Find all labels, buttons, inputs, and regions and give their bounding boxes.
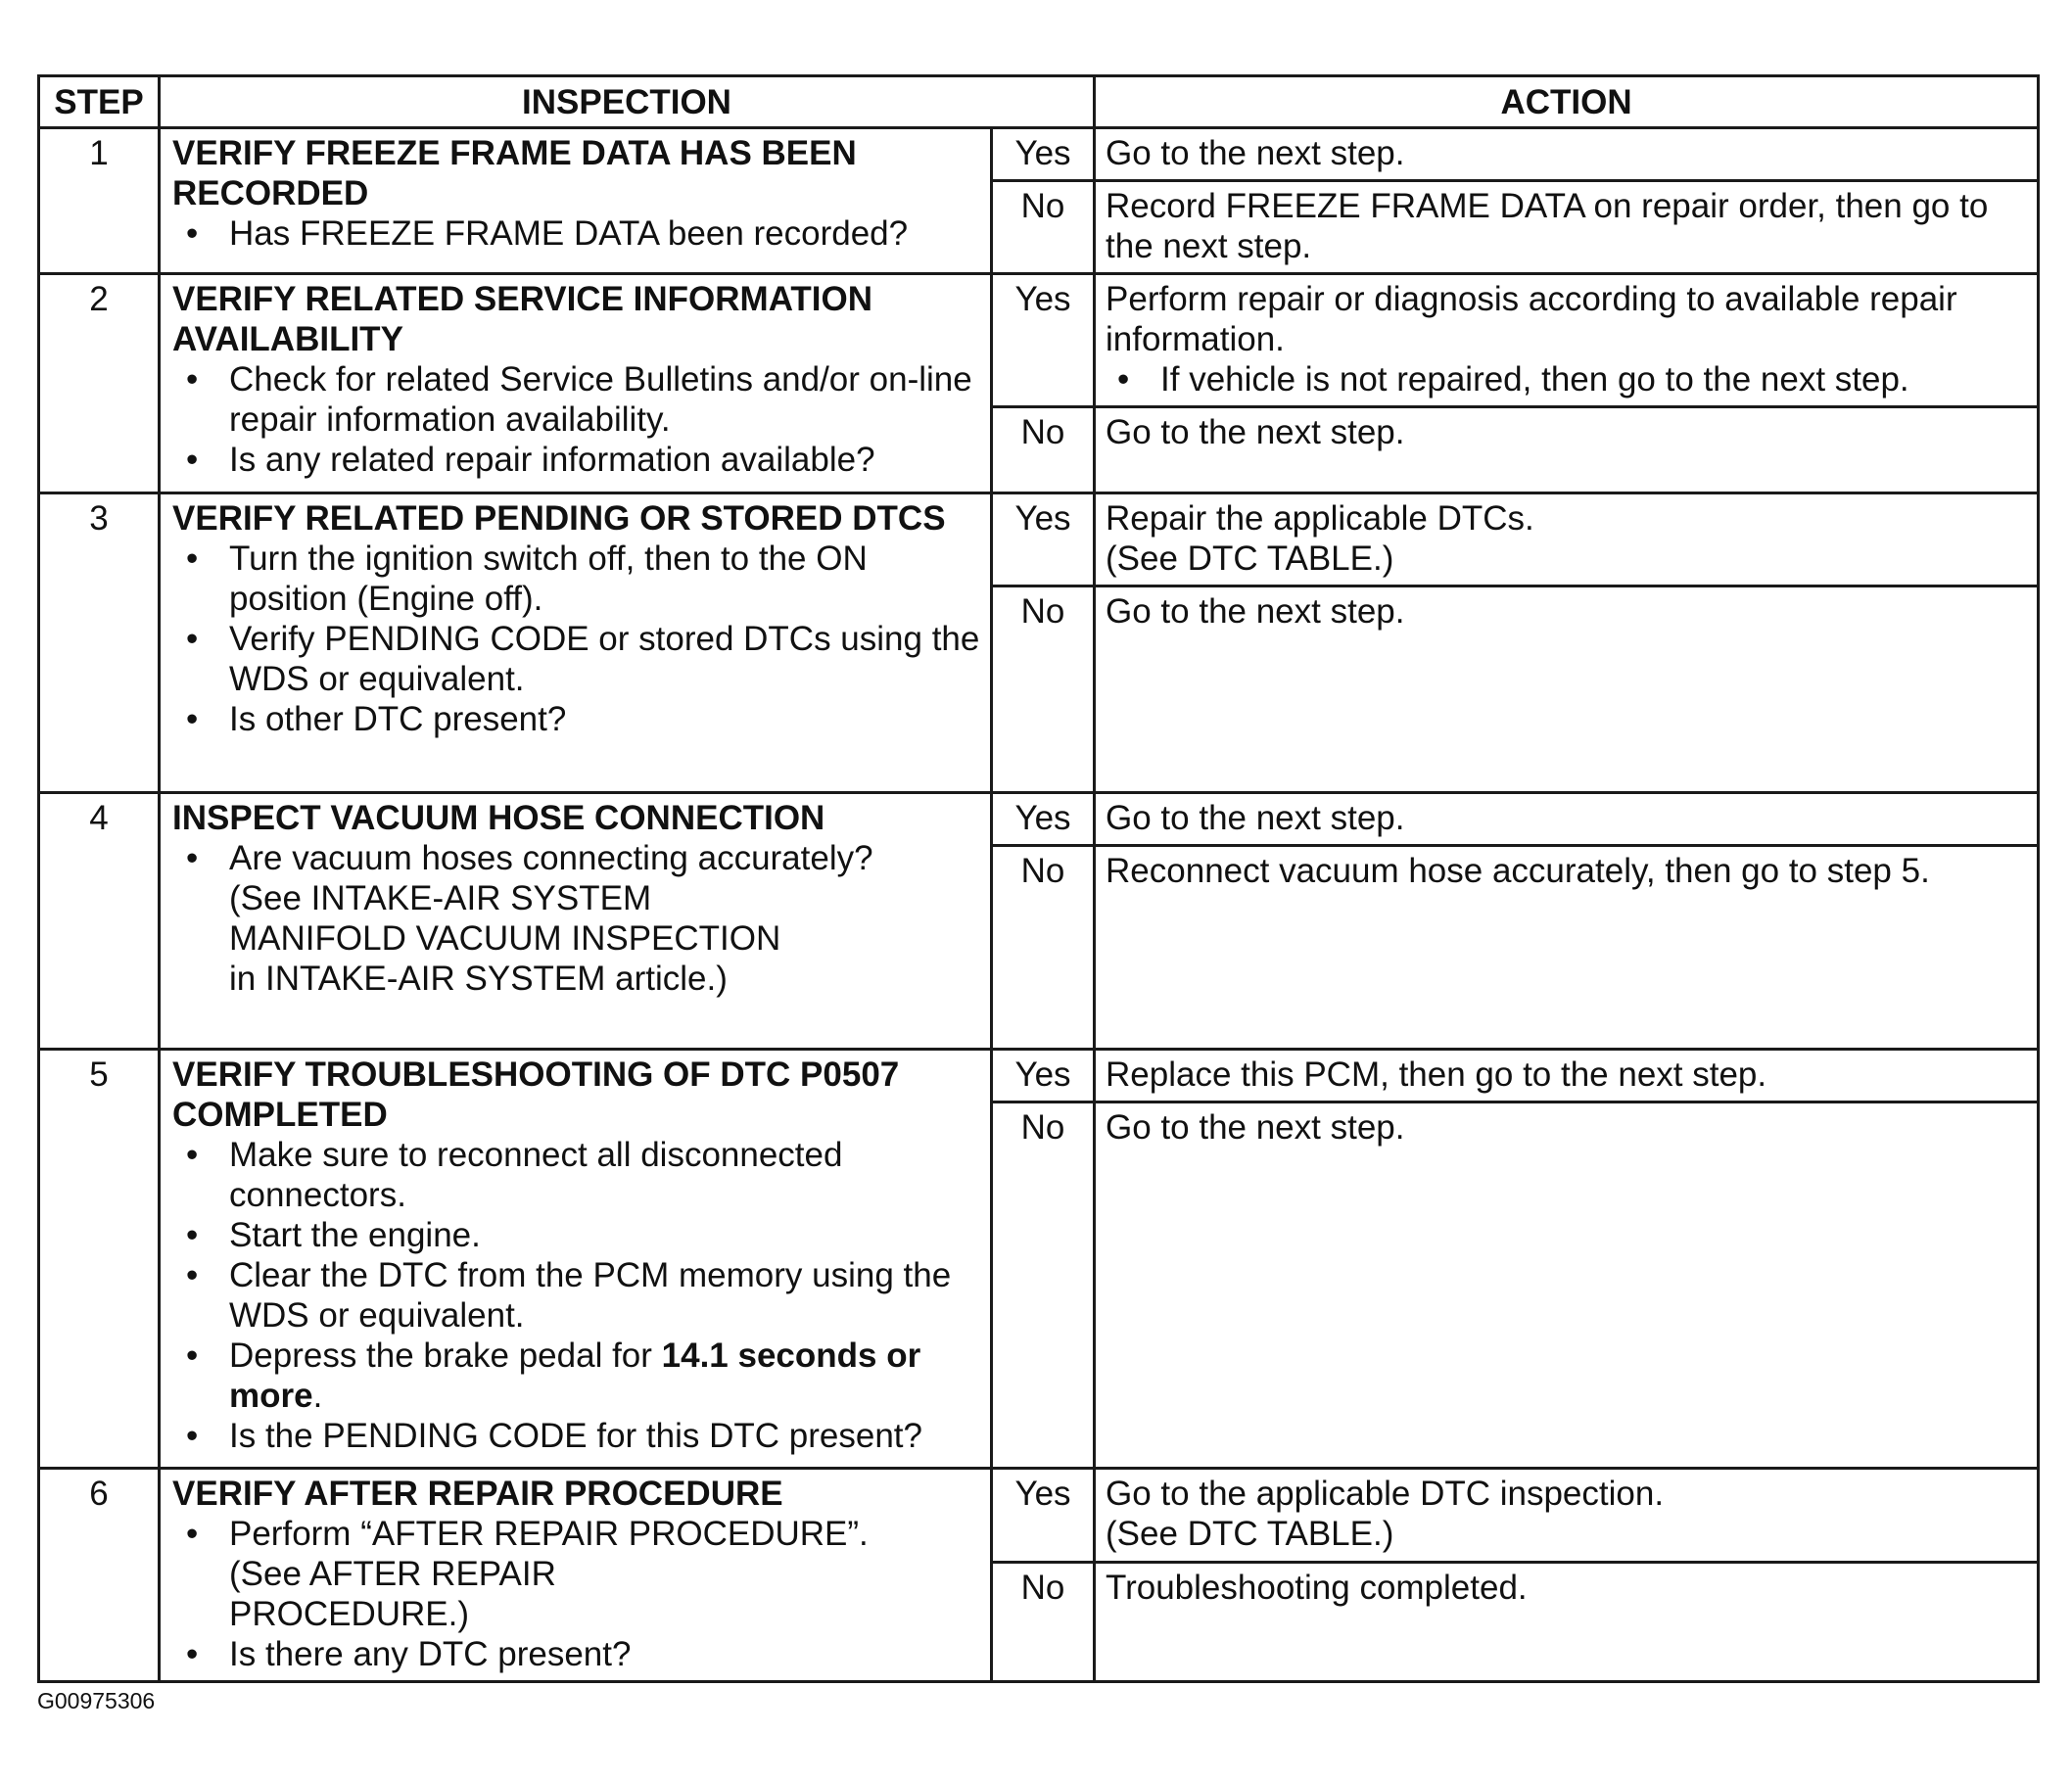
inspection-title: VERIFY FREEZE FRAME DATA HAS BEEN RECORDED [172,134,857,212]
step-row [39,1050,2039,1102]
inspection-bullet: • Start the engine. [229,1215,982,1255]
no-cell [992,586,1095,793]
step-number-cell [39,1469,160,1682]
yes-label: Yes [1014,1055,1071,1094]
yes-label: Yes [1014,499,1071,538]
inspection-bullets [172,359,982,480]
yes-cell [992,793,1095,846]
inspection-cell [160,274,992,493]
yes-cell [992,128,1095,181]
step-number-cell [39,1050,160,1469]
no-action-cell [1095,1562,2039,1681]
inspection-cell [160,128,992,274]
yes-cell [992,1050,1095,1102]
yes-action: Go to the next step. [1106,134,1405,172]
inspection-bullets [172,1514,982,1554]
inspection-bullet: • Is the PENDING CODE for this DTC present? [229,1416,982,1456]
inspection-bullet: • Is other DTC present? [229,699,982,739]
no-cell [992,1102,1095,1469]
inspection-bullet: • Clear the DTC from the PCM memory using the WDS or equivalent. [229,1255,982,1336]
no-label: No [1020,1568,1065,1607]
no-action: Go to the next step. [1106,1108,1405,1147]
inspection-title: VERIFY RELATED PENDING OR STORED DTCS [172,499,946,538]
step-number-cell [39,493,160,793]
action-bullets [1106,359,2027,399]
no-action: Go to the next step. [1106,413,1405,451]
step-number: 2 [89,280,109,318]
no-action-cell [1095,181,2039,274]
step-number-cell [39,274,160,493]
yes-action: Replace this PCM, then go to the next step. [1106,1055,1767,1094]
inspection-title: VERIFY TROUBLESHOOTING OF DTC P0507 COMPLETED [172,1055,900,1134]
step-row [39,128,2039,181]
inspection-bullets [172,539,982,739]
inspection-bullet-emphasis [229,1336,982,1416]
no-action-cell [1095,1102,2039,1469]
step-row [39,1469,2039,1563]
inspection-bullet: • Check for related Service Bulletins and/or on-line repair information availability. [229,359,982,440]
bullet-text: Depress the brake pedal for [229,1336,662,1375]
inspection-cell [160,1469,992,1682]
inspection-bullet: • Make sure to reconnect all disconnected connectors. [229,1135,982,1215]
step-row [39,493,2039,586]
no-label: No [1020,413,1065,451]
inspection-title: INSPECT VACUUM HOSE CONNECTION [172,799,825,837]
step-number: 4 [89,799,109,837]
yes-action-cell [1095,128,2039,181]
bullet-text: . [312,1377,323,1415]
yes-action: Repair the applicable DTCs. (See DTC TABLE.) [1106,499,1534,578]
inspection-bullets [172,838,982,878]
yes-action: Go to the applicable DTC inspection. (See DTC TABLE.) [1106,1475,1665,1553]
step-number: 6 [89,1475,109,1513]
inspection-cell [160,793,992,1050]
figure-id: G00975306 [37,1688,156,1713]
yes-action-cell [1095,1050,2039,1102]
no-cell [992,407,1095,493]
step-row [39,274,2039,407]
inspection-cell [160,493,992,793]
no-action: Go to the next step. [1106,592,1405,631]
yes-action: Perform repair or diagnosis according to available repair information. [1106,280,1957,358]
inspection-bullet: • Perform “AFTER REPAIR PROCEDURE”. [229,1514,982,1554]
no-action-cell [1095,407,2039,493]
step-number: 1 [89,134,109,172]
yes-action-cell [1095,274,2039,407]
no-action: Record FREEZE FRAME DATA on repair order, then go to the next step. [1106,187,1989,265]
inspection-bullet: • Turn the ignition switch off, then to the ON position (Engine off). [229,539,982,619]
header-inspection: INSPECTION [160,76,1095,128]
inspection-bullet: • Are vacuum hoses connecting accurately? [229,838,982,878]
inspection-title: VERIFY AFTER REPAIR PROCEDURE [172,1475,783,1513]
inspection-bullet: • Has FREEZE FRAME DATA been recorded? [229,213,982,254]
inspection-bullets [172,1135,982,1456]
inspection-bullet: • Verify PENDING CODE or stored DTCs using the WDS or equivalent. [229,619,982,699]
no-label: No [1020,852,1065,890]
inspection-bullets [172,1634,982,1674]
yes-cell [992,274,1095,407]
yes-action-cell [1095,1469,2039,1563]
action-bullet: • If vehicle is not repaired, then go to the next step. [1160,359,2027,399]
yes-action-cell [1095,493,2039,586]
no-cell [992,846,1095,1050]
no-action: Troubleshooting completed. [1106,1568,1528,1607]
step-number: 5 [89,1055,109,1094]
no-label: No [1020,1108,1065,1147]
inspection-note: (See AFTER REPAIR PROCEDURE.) [229,1555,556,1633]
header-action: ACTION [1095,76,2039,128]
bullet-bold-text: 14.1 seconds or more [229,1336,921,1415]
no-cell [992,181,1095,274]
yes-label: Yes [1014,134,1071,172]
header-row [39,76,2039,128]
yes-cell [992,493,1095,586]
diagnostic-procedure-table [37,74,2040,1683]
inspection-bullets [172,213,982,254]
yes-label: Yes [1014,799,1071,837]
yes-label: Yes [1014,1475,1071,1513]
header-step: STEP [39,76,160,128]
no-action: Reconnect vacuum hose accurately, then go to step 5. [1106,852,1930,890]
no-label: No [1020,592,1065,631]
inspection-bullet: • Is any related repair information available? [229,440,982,480]
no-action-cell [1095,586,2039,793]
no-label: No [1020,187,1065,225]
inspection-bullet: • Is there any DTC present? [229,1634,982,1674]
inspection-note: (See INTAKE-AIR SYSTEM MANIFOLD VACUUM INSPECTION in INTAKE-AIR SYSTEM article.) [229,879,781,998]
step-number-cell [39,128,160,274]
inspection-cell [160,1050,992,1469]
step-number: 3 [89,499,109,538]
yes-cell [992,1469,1095,1563]
yes-action: Go to the next step. [1106,799,1405,837]
inspection-title: VERIFY RELATED SERVICE INFORMATION AVAILABILITY [172,280,872,358]
yes-label: Yes [1014,280,1071,318]
no-action-cell [1095,846,2039,1050]
step-row [39,793,2039,846]
no-cell [992,1562,1095,1681]
yes-action-cell [1095,793,2039,846]
step-number-cell [39,793,160,1050]
